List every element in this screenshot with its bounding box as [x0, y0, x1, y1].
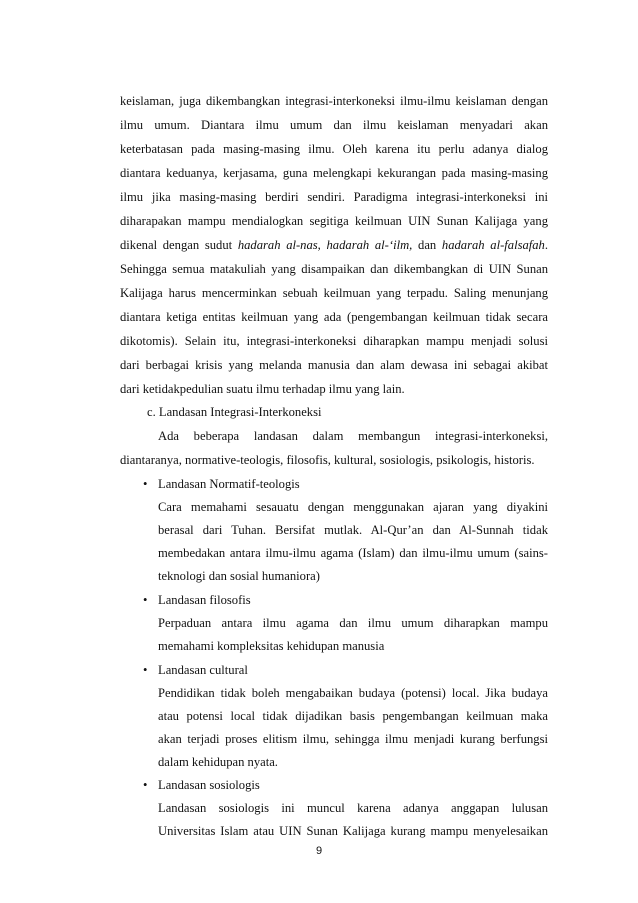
bullet-text-line: berasal dari Tuhan. Bersifat mutlak. Al-Qur’an dan Al-Sunnah tidak [158, 523, 548, 537]
paragraph-line: dari ketidakpedulian suatu ilmu terhadap ilmu yang lain. [120, 382, 405, 396]
bullet-icon: • [143, 778, 148, 792]
section-heading: c. Landasan Integrasi-Interkoneksi [147, 405, 322, 419]
bullet-text-line: membedakan antara ilmu-ilmu agama (Islam) dan ilmu-ilmu umum (sains- [158, 546, 548, 560]
paragraph-line: dikotomis). Selain itu, integrasi-interkoneksi diharapkan mampu menjadi solusi [120, 334, 548, 348]
bullet-text-line: Cara memahami sesauatu dengan menggunakan ajaran yang diyakini [158, 500, 548, 514]
section-intro-line: Ada beberapa landasan dalam membangun integrasi-interkoneksi, [158, 429, 548, 443]
bullet-title: Landasan sosiologis [158, 778, 260, 792]
bullet-text-line: Universitas Islam atau UIN Sunan Kalijaga kurang mampu menyelesaikan [158, 824, 548, 838]
paragraph-line-hadarah [120, 237, 548, 253]
paragraph-line: dari berbagai krisis yang melanda manusia dan alam dewasa ini sebagai akibat [120, 358, 548, 372]
paragraph-line: diantara ketiga entitas keilmuan yang ada (pengembangan keilmuan tidak secara [120, 310, 548, 324]
page-number: 9 [315, 845, 323, 857]
italic-term: hadarah al-falsafah [441, 238, 545, 252]
paragraph-line: ilmu umum. Diantara ilmu umum dan ilmu keislaman menyadari akan [120, 118, 548, 132]
text-segment: . [544, 238, 549, 252]
bullet-icon: • [143, 593, 148, 607]
paragraph-line: Kalijaga harus mencerminkan sebuah keilmuan yang terpadu. Saling menunjang [120, 286, 548, 300]
bullet-text-line: dalam kehidupan nyata. [158, 755, 278, 769]
bullet-icon: • [143, 663, 148, 677]
text-segment: dikenal dengan sudut [120, 238, 238, 252]
paragraph-line: diharapakan mampu mendialogkan segitiga keilmuan UIN Sunan Kalijaga yang [120, 214, 548, 228]
paragraph-line: keterbatasan pada masing-masing ilmu. Oleh karena itu perlu adanya dialog [120, 142, 548, 156]
bullet-text-line: memahami kompleksitas kehidupan manusia [158, 639, 385, 653]
bullet-icon: • [143, 477, 148, 491]
bullet-text-line: akan terjadi proses elitism ilmu, sehingga ilmu menjadi kurang berfungsi [158, 732, 548, 746]
bullet-text-line: teknologi dan sosial humaniora) [158, 569, 320, 583]
section-intro-line: diantaranya, normative-teologis, filosofis, kultural, sosiologis, psikologis, historis. [120, 453, 535, 467]
paragraph-line: ilmu jika masing-masing berdiri sendiri. Paradigma integrasi-interkoneksi ini [120, 190, 548, 204]
italic-term: hadarah al-nas, hadarah al-‘ilm, [237, 238, 413, 252]
bullet-title: Landasan cultural [158, 663, 248, 677]
paragraph-line: diantara keduanya, kerjasama, guna melengkapi kekurangan pada masing-masing [120, 166, 548, 180]
paragraph-line: Sehingga semua matakuliah yang disampaikan dan dikembangkan di UIN Sunan [120, 262, 548, 276]
bullet-text-line: atau potensi local tidak dijadikan basis pengembangan keilmuan maka [158, 709, 548, 723]
bullet-title: Landasan Normatif-teologis [158, 477, 300, 491]
bullet-title: Landasan filosofis [158, 593, 251, 607]
paragraph-line: keislaman, juga dikembangkan integrasi-interkoneksi ilmu-ilmu keislaman dengan [120, 94, 548, 108]
text-segment: dan [412, 238, 442, 252]
bullet-text-line: Landasan sosiologis ini muncul karena adanya anggapan lulusan [158, 801, 548, 815]
bullet-text-line: Perpaduan antara ilmu agama dan ilmu umum diharapkan mampu [158, 616, 548, 630]
bullet-text-line: Pendidikan tidak boleh mengabaikan budaya (potensi) local. Jika budaya [158, 686, 548, 700]
